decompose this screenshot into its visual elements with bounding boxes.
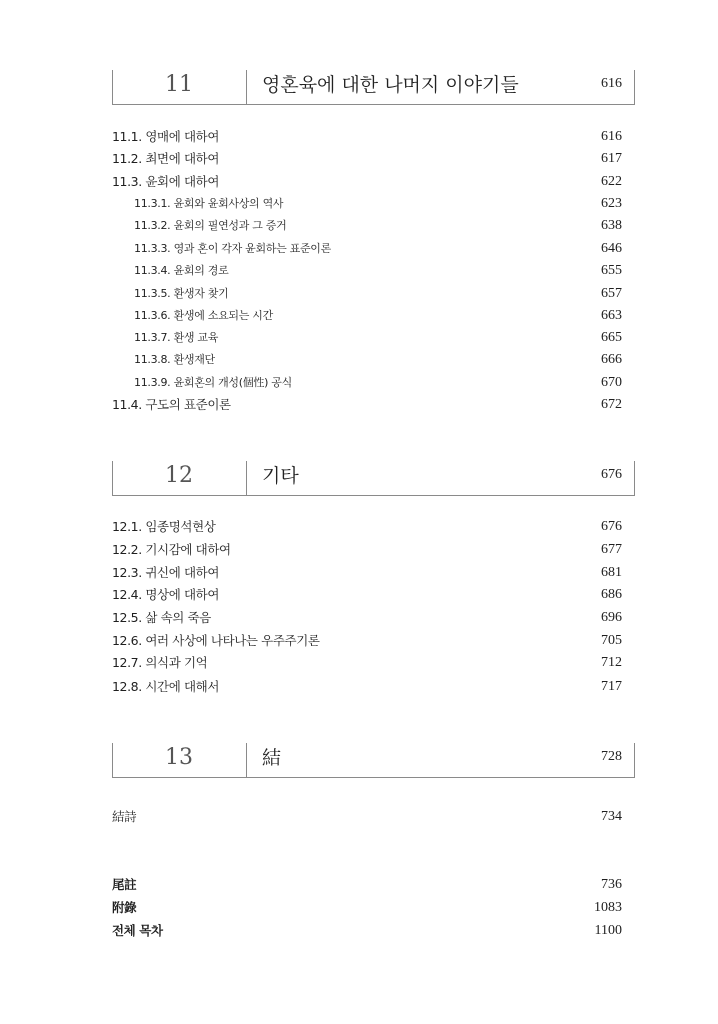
toc-entry-page: 623 [601,196,622,211]
toc-entry-page: 681 [601,565,622,580]
toc-entry-page: 686 [601,587,622,602]
toc-entry[interactable] [112,172,622,192]
toc-entry-page: 676 [601,519,622,534]
toc-entry-page: 712 [601,655,622,670]
toc-entry-title: 12.1. 임종명석현상 [112,519,216,534]
toc-entry-title: 12.6. 여러 사상에 나타나는 우주주기론 [112,633,320,648]
toc-entry-title: 12.7. 의식과 기억 [112,655,208,670]
toc-entry-page: 616 [601,129,622,144]
chapter-header [112,70,635,105]
toc-entry[interactable] [112,540,622,560]
toc-entry-page: 657 [601,286,622,301]
toc-entry[interactable] [112,921,622,941]
toc-entry[interactable] [112,517,622,537]
toc-entry-page: 677 [601,542,622,557]
toc-entry-page: 622 [601,174,622,189]
toc-subentry[interactable] [112,350,622,370]
toc-entry-page: 1083 [594,900,622,915]
toc-entry-title: 11.3. 윤회에 대하여 [112,174,220,189]
toc-entry[interactable] [112,631,622,651]
toc-entry[interactable] [112,127,622,147]
toc-subentry[interactable] [112,328,622,348]
toc-entry-title: 11.3.4. 윤회의 경로 [134,264,229,277]
toc-subentry[interactable] [112,306,622,326]
toc-entry-page: 638 [601,218,622,233]
toc-entry-page: 666 [601,352,622,367]
toc-entry-title: 11.3.5. 환생자 찾기 [134,287,229,300]
chapter-title: 영혼육에 대한 나머지 이야기들 [262,74,519,96]
toc-entry[interactable] [112,395,622,415]
toc-subentry[interactable] [112,216,622,236]
toc-entry-page: 1100 [594,923,622,938]
toc-subentry[interactable] [112,284,622,304]
toc-entry-title: 11.4. 구도의 표준이론 [112,397,231,412]
toc-entry[interactable] [112,585,622,605]
toc-entry-title: 11.3.7. 환생 교육 [134,331,219,344]
toc-subentry[interactable] [112,194,622,214]
toc-entry-page: 646 [601,241,622,256]
toc-entry-title: 12.4. 명상에 대하여 [112,587,220,602]
toc-entry-title: 12.2. 기시감에 대하여 [112,542,231,557]
toc-entry-title: 11.3.3. 영과 혼이 각자 윤회하는 표준이론 [134,242,331,255]
toc-entry-title: 尾註 [112,877,137,892]
toc-entry-page: 672 [601,397,622,412]
toc-entry-title: 12.5. 삶 속의 죽음 [112,610,211,625]
chapter-header [112,743,635,778]
toc-entry-title: 11.3.6. 환생에 소요되는 시간 [134,309,273,322]
toc-entry-page: 734 [601,809,622,824]
chapter-title: 結 [262,747,282,769]
toc-entry-page: 665 [601,330,622,345]
toc-entry-title: 11.3.1. 윤회와 윤회사상의 역사 [134,197,284,210]
divider [246,743,247,777]
toc-entry-title: 전체 목차 [112,923,163,938]
divider [634,461,635,495]
toc-entry[interactable] [112,563,622,583]
toc-entry-title: 11.1. 영매에 대하여 [112,129,220,144]
toc-entry-title: 12.8. 시간에 대해서 [112,679,220,694]
toc-entry[interactable] [112,608,622,628]
toc-entry-page: 617 [601,151,622,166]
toc-entry-title: 11.2. 최면에 대하여 [112,151,220,166]
toc-entry-page: 736 [601,877,622,892]
toc-entry-page: 663 [601,308,622,323]
toc-entry-title: 12.3. 귀신에 대하여 [112,565,220,580]
toc-entry-page: 655 [601,263,622,278]
chapter-number: 13 [165,745,193,770]
toc-entry-title: 結詩 [112,809,137,824]
toc-entry-page: 705 [601,633,622,648]
chapter-page: 728 [601,749,622,764]
toc-entry-page: 717 [601,679,622,694]
chapter-number: 12 [165,463,193,488]
toc-entry[interactable] [112,807,622,827]
toc-subentry[interactable] [112,261,622,281]
toc-entry[interactable] [112,677,622,697]
toc-subentry[interactable] [112,239,622,259]
chapter-page: 616 [601,76,622,91]
toc-subentry[interactable] [112,373,622,393]
toc-entry-title: 附錄 [112,900,137,915]
chapter-header [112,461,635,496]
toc-entry[interactable] [112,653,622,673]
toc-entry[interactable] [112,875,622,895]
chapter-page: 676 [601,467,622,482]
divider [634,70,635,104]
chapter-title: 기타 [262,465,299,487]
toc-entry[interactable] [112,149,622,169]
toc-entry[interactable] [112,898,622,918]
divider [246,70,247,104]
toc-entry-title: 11.3.2. 윤회의 필연성과 그 증거 [134,219,287,232]
toc-entry-title: 11.3.8. 환생재단 [134,353,215,366]
toc-entry-page: 696 [601,610,622,625]
divider [246,461,247,495]
toc-entry-page: 670 [601,375,622,390]
divider [634,743,635,777]
chapter-number: 11 [165,72,193,97]
toc-entry-title: 11.3.9. 윤회혼의 개성(個性) 공식 [134,376,292,389]
